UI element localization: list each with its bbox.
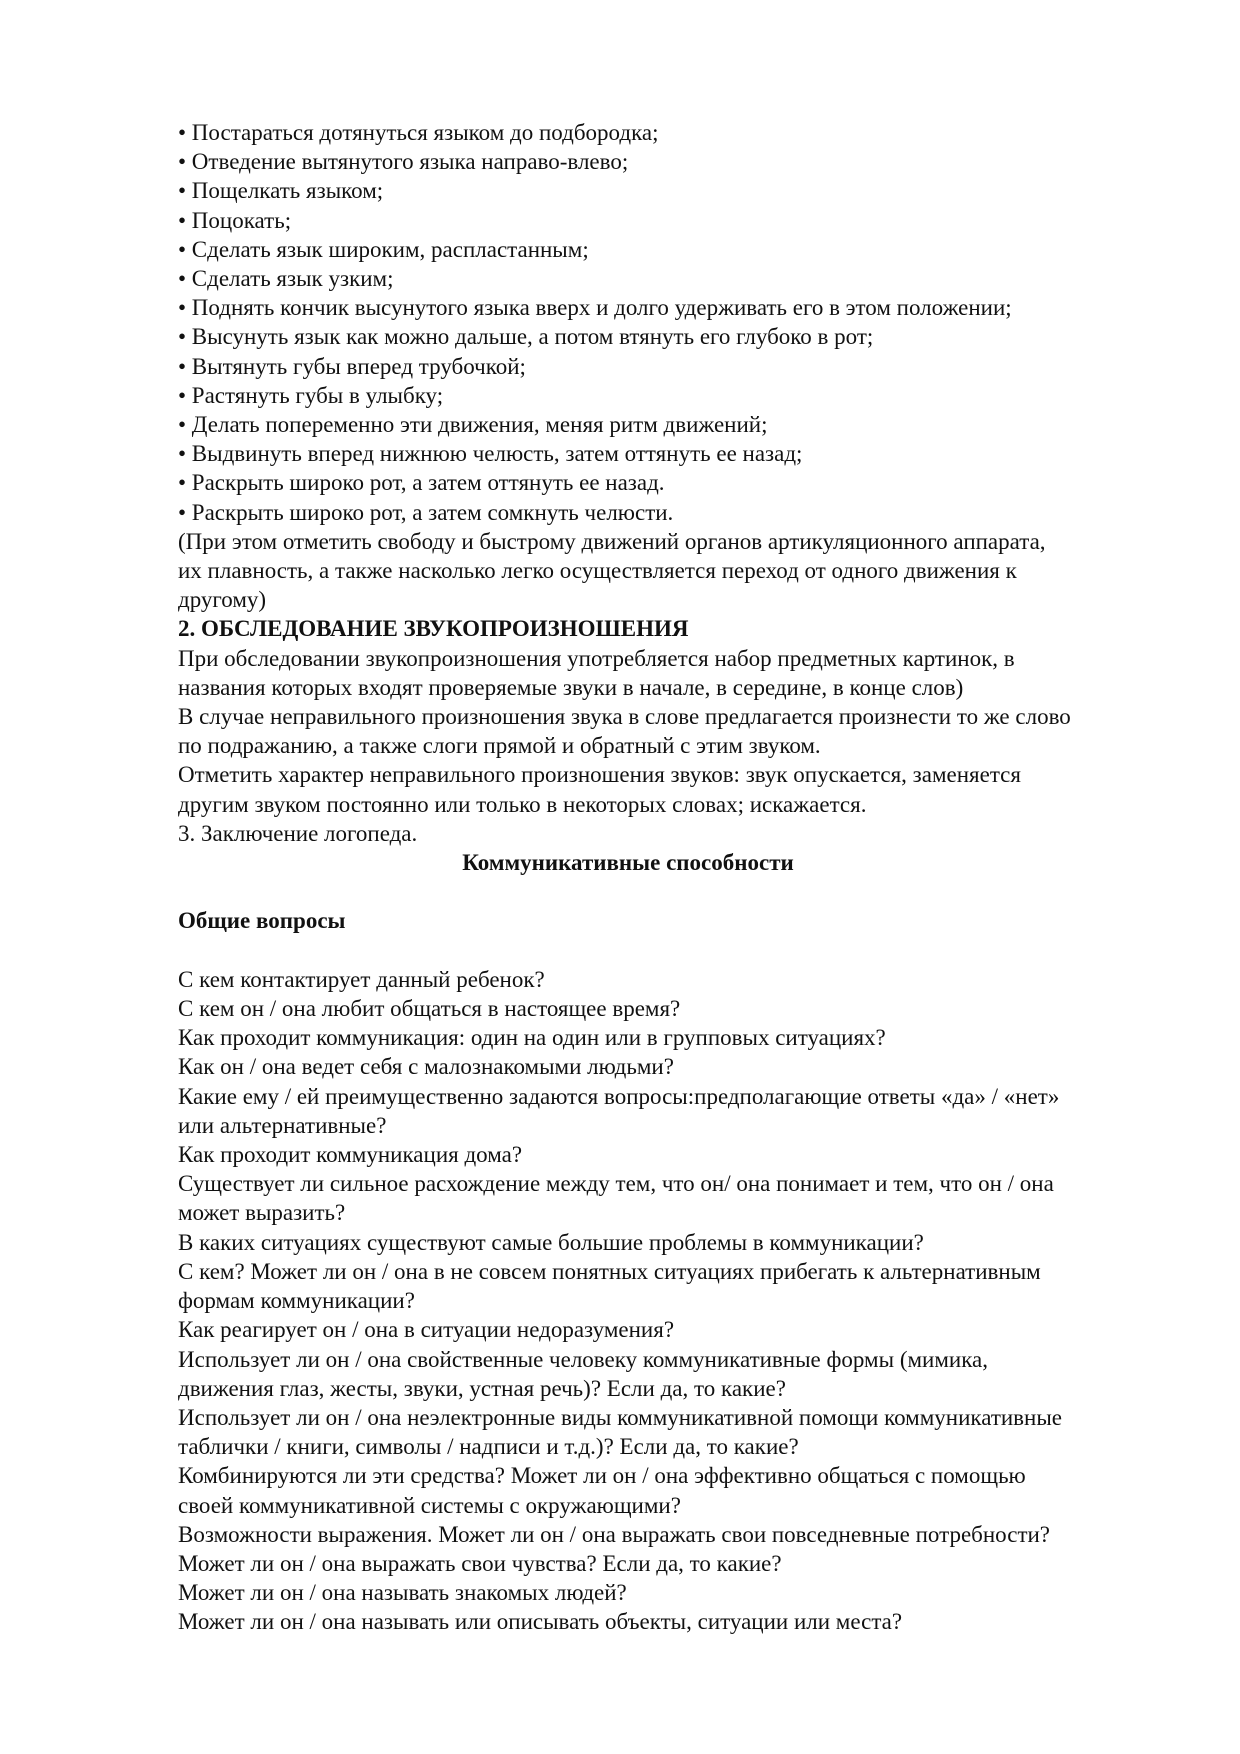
body-line: по подражанию, а также слоги прямой и обратный с этим звуком. — [178, 733, 821, 759]
list-item: • Растянуть губы в улыбку; — [178, 382, 444, 408]
question-line: Как реагирует он / она в ситуации недоразумения? — [178, 1317, 675, 1343]
question-line: своей коммуникативной системы с окружающими? — [178, 1492, 681, 1518]
body-line: 3. Заключение логопеда. — [178, 820, 418, 846]
spacer — [178, 936, 1178, 965]
question-line: В каких ситуациях существуют самые большие проблемы в коммуникации? — [178, 1229, 924, 1255]
question-line: может выразить? — [178, 1200, 346, 1226]
question-line: Как проходит коммуникация дома? — [178, 1142, 523, 1168]
question-line: Использует ли он / она свойственные человеку коммуникативные формы (мимика, — [178, 1346, 988, 1372]
list-item: • Выдвинуть вперед нижнюю челюсть, затем оттянуть ее назад; — [178, 441, 803, 467]
note-line: их плавность, а также насколько легко осуществляется переход от одного движения к — [178, 558, 1017, 584]
question-list — [178, 965, 1178, 1637]
question-line: С кем он / она любит общаться в настоящее время? — [178, 996, 681, 1022]
body-line: В случае неправильного произношения звука в слове предлагается произнести то же слово — [178, 704, 1071, 730]
question-line: Может ли он / она выражать свои чувства? Если да, то какие? — [178, 1550, 782, 1576]
section-body — [178, 644, 1178, 848]
question-line: Существует ли сильное расхождение между тем, что он/ она понимает и тем, что он / она — [178, 1171, 1054, 1197]
body-line: названия которых входят проверяемые звуки в начале, в середине, в конце слов) — [178, 674, 964, 700]
question-line: Как проходит коммуникация: один на один или в групповых ситуациях? — [178, 1025, 886, 1051]
list-item: • Вытянуть губы вперед трубочкой; — [178, 353, 526, 379]
question-line: движения глаз, жесты, звуки, устная речь)? Если да, то какие? — [178, 1375, 786, 1401]
list-item: • Раскрыть широко рот, а затем оттянуть ее назад. — [178, 470, 665, 496]
exercise-list — [178, 118, 1178, 527]
list-item: • Постараться дотянуться языком до подбородка; — [178, 120, 659, 145]
document-page — [178, 118, 1178, 1637]
section-title: Коммуникативные способности — [462, 850, 794, 876]
spacer — [178, 877, 1178, 906]
body-line: При обследовании звукопроизношения употребляется набор предметных картинок, в — [178, 645, 1015, 671]
subsection-heading: Общие вопросы — [178, 908, 346, 934]
list-item: • Сделать язык широким, распластанным; — [178, 236, 589, 262]
question-line: или альтернативные? — [178, 1112, 387, 1138]
question-line: С кем? Может ли он / она в не совсем понятных ситуациях прибегать к альтернативным — [178, 1258, 1041, 1284]
question-line: Может ли он / она называть знакомых людей? — [178, 1580, 627, 1606]
question-line: Какие ему / ей преимущественно задаются вопросы:предполагающие ответы «да» / «нет» — [178, 1083, 1060, 1109]
list-item: • Делать попеременно эти движения, меняя ритм движений; — [178, 412, 768, 438]
question-line: Комбинируются ли эти средства? Может ли он / она эффективно общаться с помощью — [178, 1463, 1026, 1489]
note-line: (При этом отметить свободу и быстрому движений органов артикуляционного аппарата, — [178, 528, 1046, 554]
list-item: • Раскрыть широко рот, а затем сомкнуть челюсти. — [178, 499, 674, 525]
question-line: Использует ли он / она неэлектронные виды коммуникативной помощи коммуникативные — [178, 1404, 1063, 1430]
body-line: Отметить характер неправильного произношения звуков: звук опускается, заменяется — [178, 762, 1021, 788]
question-line: таблички / книги, символы / надписи и т.д.)? Если да, то какие? — [178, 1434, 799, 1460]
list-item: • Поднять кончик высунутого языка вверх и долго удерживать его в этом положении; — [178, 295, 1012, 321]
body-line: другим звуком постоянно или только в некоторых словах; искажается. — [178, 791, 867, 817]
list-item: • Сделать язык узким; — [178, 266, 394, 292]
question-line: С кем контактирует данный ребенок? — [178, 966, 545, 992]
list-item: • Поцокать; — [178, 207, 292, 233]
list-item: • Пощелкать языком; — [178, 178, 384, 204]
question-line: формам коммуникации? — [178, 1288, 415, 1314]
list-item: • Отведение вытянутого языка направо-влево; — [178, 149, 629, 175]
question-line: Может ли он / она называть или описывать объекты, ситуации или места? — [178, 1609, 903, 1635]
list-item: • Высунуть язык как можно дальше, а потом втянуть его глубоко в рот; — [178, 324, 874, 350]
note-line: другому) — [178, 587, 267, 613]
question-line: Возможности выражения. Может ли он / она выражать свои повседневные потребности? — [178, 1521, 1051, 1547]
articulation-note — [178, 527, 1178, 615]
section-heading: 2. ОБСЛЕДОВАНИЕ ЗВУКОПРОИЗНОШЕНИЯ — [178, 616, 689, 642]
question-line: Как он / она ведет себя с малознакомыми людьми? — [178, 1054, 674, 1080]
